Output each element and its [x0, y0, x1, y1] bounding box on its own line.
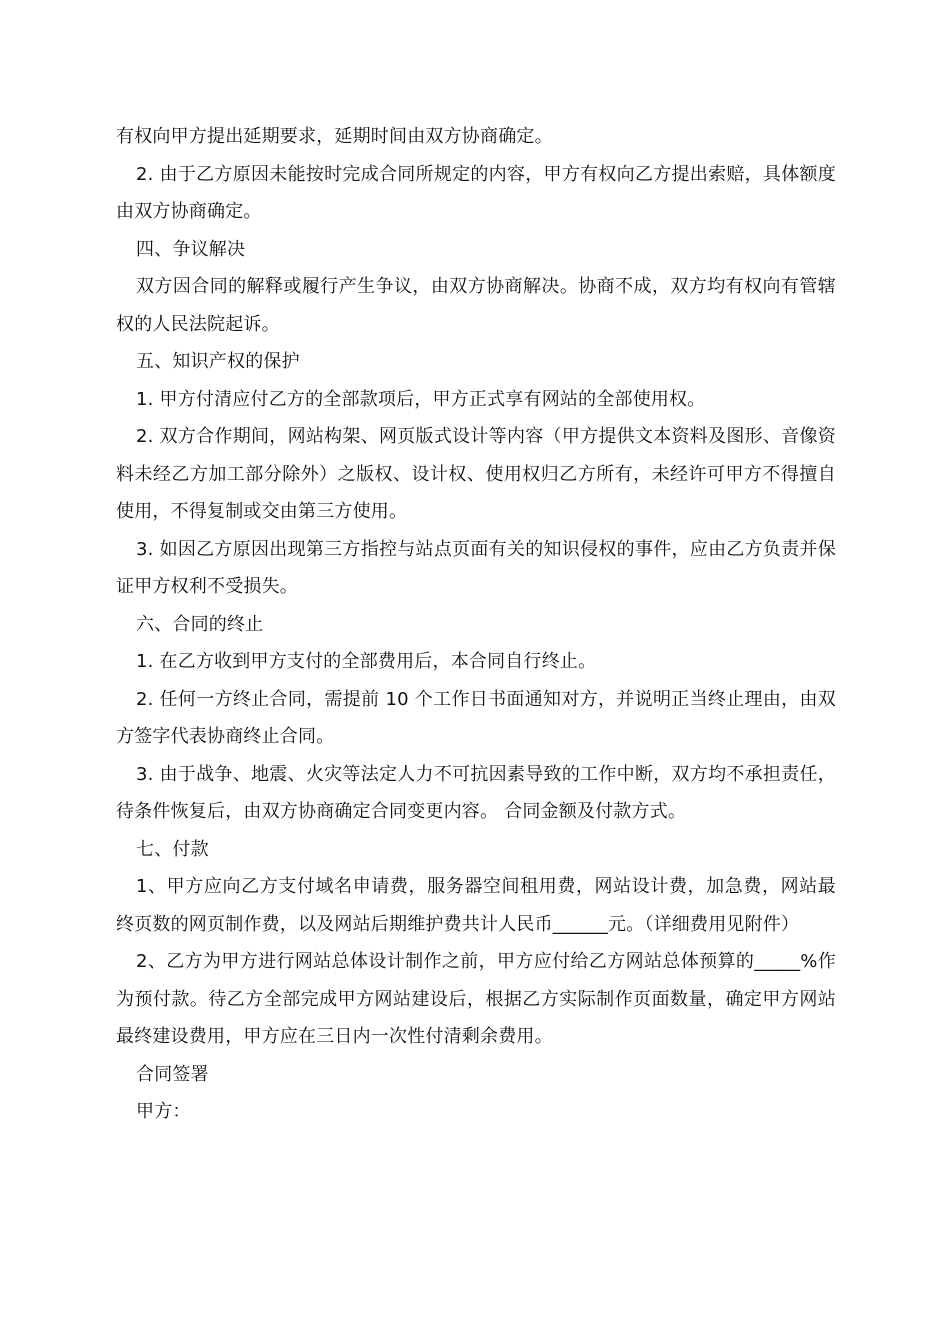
paragraph-payment-clause-1: 1、甲方应向乙方支付域名申请费，服务器空间租用费，网站设计费，加急费，网站最终页数的网页制作费，以及网站后期维护费共计人民币______元。（详细费用见附件）: [116, 876, 836, 935]
paragraph-compensation-clause: 2. 由于乙方原因未能按时完成合同所规定的内容，甲方有权向乙方提出索赔，具体额度由双方协商确定。: [116, 163, 836, 222]
section-heading-termination: 六、合同的终止: [136, 613, 264, 635]
paragraph-dispute-resolution: 双方因合同的解释或履行产生争议，由双方协商解决。协商不成，双方均有权向有管辖权的人民法院起诉。: [116, 276, 836, 335]
document-body: [116, 118, 836, 1131]
paragraph-termination-clause-1: 1. 在乙方收到甲方支付的全部费用后，本合同自行终止。: [136, 651, 597, 672]
section-heading-dispute: 四、争议解决: [136, 238, 246, 260]
paragraph-ip-clause-1: 1. 甲方付清应付乙方的全部款项后，甲方正式享有网站的全部使用权。: [136, 388, 706, 410]
paragraph-payment-clause-2: 2、乙方为甲方进行网站总体设计制作之前，甲方应付给乙方网站总体预算的_____%作为预付款。待乙方全部完成甲方网站建设后，根据乙方实际制作页面数量，确定甲方网站最终建设费用，甲方应在三日内一次性付清剩余费用。: [116, 951, 836, 1047]
section-heading-ip-protection: 五、知识产权的保护: [136, 351, 300, 372]
paragraph-ip-clause-3: 3. 如因乙方原因出现第三方指控与站点页面有关的知识侵权的事件，应由乙方负责并保证甲方权利不受损失。: [116, 538, 836, 597]
paragraph-extension-clause: 有权向甲方提出延期要求，延期时间由双方协商确定。: [116, 126, 553, 147]
section-heading-signing: 合同签署: [136, 1063, 209, 1085]
paragraph-ip-clause-2: 2. 双方合作期间，网站构架、网页版式设计等内容（甲方提供文本资料及图形、音像资料未经乙方加工部分除外）之版权、设计权、使用权归乙方所有，未经许可甲方不得擅自使用，不得复制或交由第三方使用。: [116, 426, 836, 522]
paragraph-termination-clause-2: 2. 任何一方终止合同，需提前 10 个工作日书面通知对方，并说明正当终止理由，由双方签字代表协商终止合同。: [116, 688, 836, 747]
section-heading-payment: 七、付款: [136, 838, 209, 860]
party-a-signature-label: 甲方：: [136, 1101, 191, 1122]
paragraph-termination-clause-3: 3. 由于战争、地震、火灾等法定人力不可抗因素导致的工作中断，双方均不承担责任，待条件恢复后，由双方协商确定合同变更内容。 合同金额及付款方式。: [116, 763, 836, 822]
